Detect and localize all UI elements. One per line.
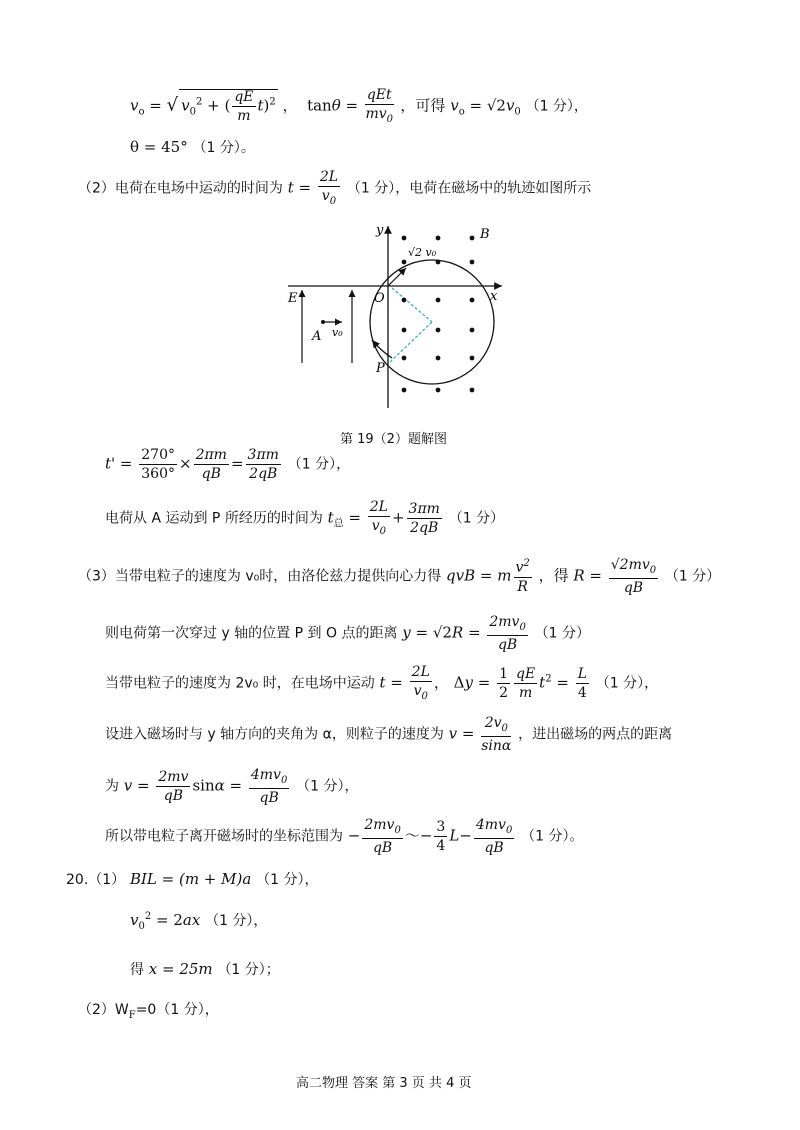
radius-dashed-2 xyxy=(390,322,432,362)
line-part2-time: （2）电荷在电场中运动的时间为 t = $\frac{2L}{v_0}$ （1 分），电荷在磁场中的轨迹如图所示 xyxy=(78,169,592,207)
label-x: x xyxy=(490,289,498,304)
line-q20-1: 20.（1） BIL = (m + M)a （1 分）， xyxy=(66,870,319,888)
line-velocity: $v_o$ = √ $v_0^2$ + ( $\frac{qE}{m}$ t)$^2$ ， tanθ = $\frac{\text{qEt}}{mv_0}$ ，可得 $v_o = √2v_0$ （1 分）， xyxy=(130,87,588,125)
label-P: P xyxy=(376,361,385,376)
line-x-result: 得 x = 25m （1 分）； xyxy=(130,960,280,978)
line-part3-radius: （3）当带电粒子的速度为 v₀时，由洛伦兹力提供向心力得 qvB = m $\frac{v^2}{R}$ ，得 R = $\frac{√2mv_0}{qB}$ （1 分） xyxy=(78,557,721,596)
label-E: E xyxy=(288,291,298,306)
label-v0: v₀ xyxy=(332,326,343,339)
magnetic-field-dots xyxy=(402,236,475,393)
line-kinematics: $v_0^2 = 2ax$ （1 分）， xyxy=(130,911,268,932)
exit-arrow xyxy=(372,340,392,358)
label-A: A xyxy=(312,329,322,344)
line-angle-alpha: 设进入磁场时与 y 轴方向的夹角为 α，则粒子的速度为 v = $\frac{2v_0}{\sin\alpha}$ ，进出磁场的两点的距离 xyxy=(105,715,673,754)
line-q20-2: $(2)W_F=0(1$ 分）， xyxy=(78,1002,219,1021)
page-footer: 高二物理 答案 第 3 页 共 4 页 xyxy=(296,1076,472,1091)
label-sqrt2v0: √2 v₀ xyxy=(408,246,437,259)
line-distance-P: 则电荷第一次穿过 y 轴的位置 P 到 O 点的距离 y = √2R = $\frac{2mv_0}{qB}$ （1 分） xyxy=(105,614,590,653)
label-B: B xyxy=(480,227,490,242)
label-O: O xyxy=(374,291,385,306)
trajectory-figure xyxy=(280,218,510,413)
figure-caption: 第 19（2）题解图 xyxy=(340,432,447,447)
line-total-time: 电荷从 A 运动到 P 所经历的时间为 $t_总$ = $\frac{2L}{v_0}$ + $\frac{3\pi m}{2qB}$ （1 分） xyxy=(105,499,505,537)
radius-dashed-1 xyxy=(392,288,432,322)
line-chord: 为 v = $\frac{2mv}{qB}$ sinα = $\frac{4mv_0}{qB}$ （1 分）， xyxy=(105,767,359,806)
score-mark: （1 分）。 xyxy=(192,140,255,156)
score-mark: （1 分）， xyxy=(525,98,588,115)
theta-value: θ = 45° xyxy=(130,138,188,156)
line-t-prime: t' = $\frac{270^\circ}{360^\circ}$ × $\frac{2\pi m}{qB}$ = $\frac{3\pi m}{2qB}$ （1 分）， xyxy=(105,447,351,482)
label-y: y xyxy=(376,223,384,238)
line-2v0-field: 当带电粒子的速度为 2v₀ 时，在电场中运动 t = $\frac{2L}{v_0}$ ， Δy = $\frac{1}{2}$ $\frac{qE}{m}$ $t^2$ = $\frac{L}{4}$ （1 分）， xyxy=(105,664,659,702)
line-theta xyxy=(130,140,255,155)
line-range: 所以带电粒子离开磁场时的坐标范围为 − $\frac{2mv_0}{qB}$ ～− $\frac{3}{4}$ L− $\frac{4mv_0}{qB}$ （1 分）。 xyxy=(105,817,584,856)
